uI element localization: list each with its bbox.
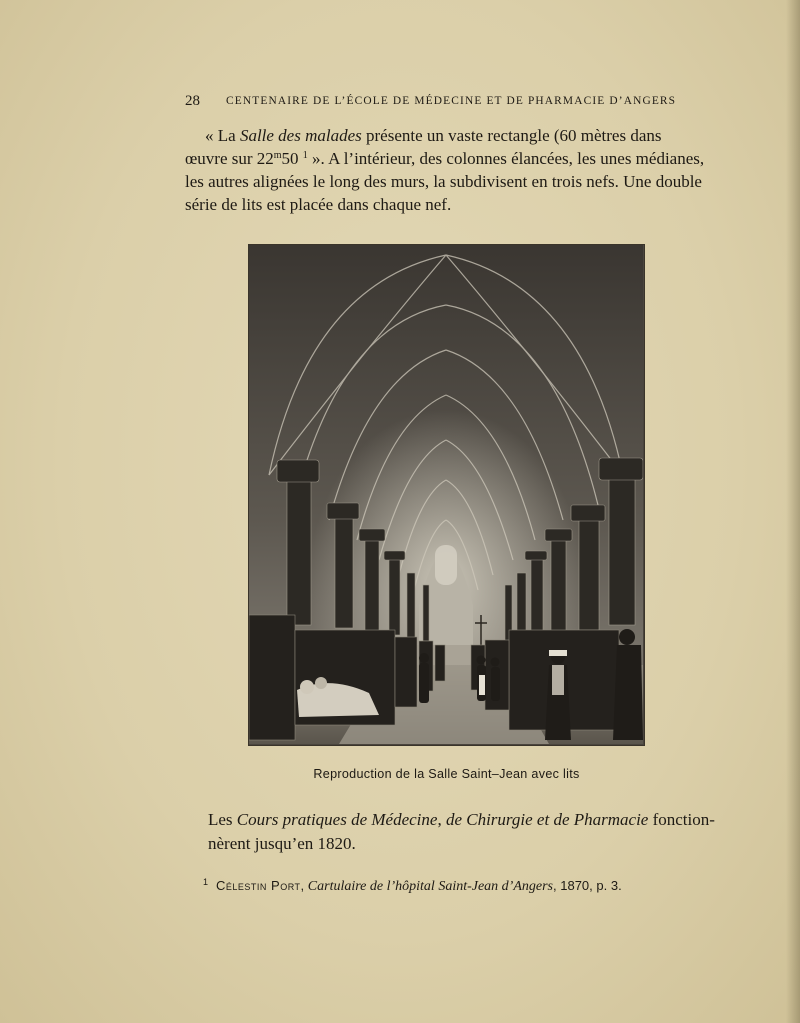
paragraph-cours-pratiques <box>208 808 728 856</box>
paragraph-line: « La Salle des malades présente un vaste rectangle (60 mètres dans <box>205 126 662 145</box>
italic-cours-pratiques: Cours pratiques de Médecine <box>236 810 438 829</box>
page-edge-shadow <box>786 0 800 1023</box>
footnote-title: Cartulaire de l’hôpital Saint-Jean d’Angers <box>307 879 554 894</box>
paragraph-line: Les Cours pratiques de Médecine, de Chirurgie et de Pharmacie fonction- <box>208 810 715 829</box>
page-number: 28 <box>185 93 200 109</box>
italic-salle-des-malades: Salle des malades <box>239 126 362 145</box>
footnote <box>203 877 723 895</box>
unit-superscript: m <box>273 150 282 161</box>
paragraph-line: nèrent jusqu’en 1820. <box>208 834 356 853</box>
footnote-reference: 1 <box>302 150 308 161</box>
figure-caption: Reproduction de la Salle Saint–Jean avec lits <box>313 767 580 781</box>
footnote-details: , 1870, p. 3. <box>553 878 622 893</box>
paragraph-salle-des-malades <box>185 124 730 216</box>
running-title: CENTENAIRE DE L’ÉCOLE DE MÉDECINE ET DE PHARMACIE D’ANGERS <box>226 95 677 107</box>
running-header <box>185 93 681 111</box>
italic-chirurgie-pharmacie: de Chirurgie et de Pharmacie <box>445 810 649 829</box>
engraving-illustration <box>249 245 643 744</box>
paragraph-line: les autres alignées le long des murs, la subdivisent en trois nefs. Une double <box>185 172 702 191</box>
paragraph-line: série de lits est placée dans chaque nef. <box>185 195 452 214</box>
engraving-salle-saint-jean <box>248 244 645 746</box>
footnote-mark: 1 <box>203 877 209 887</box>
paragraph-line: œuvre sur 22$^m$50 $^1$ ». A l’intérieur, des colonnes élancées, les unes médianes, <box>185 149 705 168</box>
footnote-author: Célestin Port <box>216 878 301 893</box>
footnote-separator: , <box>300 878 308 893</box>
